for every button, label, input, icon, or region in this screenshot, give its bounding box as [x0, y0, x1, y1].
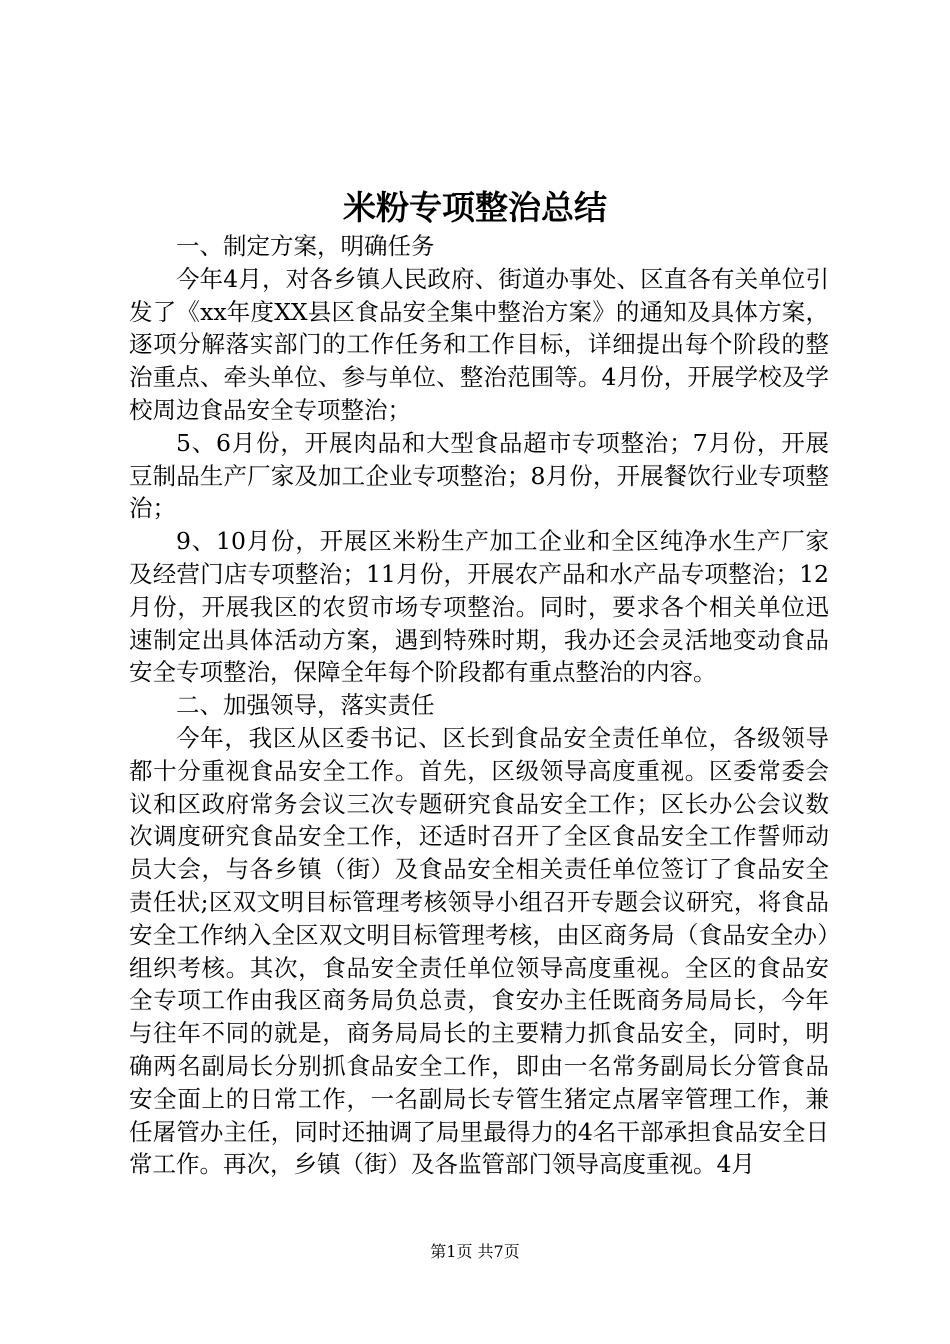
section-heading: 一、制定方案，明确任务	[176, 232, 435, 260]
paragraph: 9、10月份，开展区米粉生产加工企业和全区纯净水生产厂家及经营门店专项整治；11月份，开展农产品和水产品专项整治；12月份，开展我区的农贸市场专项整治。同时，要求各个相关单位迅速制定出具体活动方案，遇到特殊时期，我办还会灵活地变动食品安全专项整治，保障全年每个阶段都有重点整治的内容。	[129, 527, 829, 687]
document-body	[129, 230, 829, 1181]
paragraph: 今年4月，对各乡镇人民政府、街道办事处、区直各有关单位引发了《xx年度XX县区食品安全集中整治方案》的通知及具体方案，逐项分解落实部门的工作任务和工作目标，详细提出每个阶段的整治重点、牵头单位、参与单位、整治范围等。4月份，开展学校及学校周边食品安全专项整治；	[129, 264, 829, 424]
paragraph: 今年，我区从区委书记、区长到食品安全责任单位，各级领导都十分重视食品安全工作。首先，区级领导高度重视。区委常委会议和区政府常务会议三次专题研究食品安全工作；区长办公会议数次调度研究食品安全工作，还适时召开了全区食品安全工作誓师动员大会，与各乡镇（街）及食品安全相关责任单位签订了食品安全责任状;区双文明目标管理考核领导小组召开专题会议研究，将食品安全工作纳入全区双文明目标管理考核，由区商务局（食品安全办）组织考核。其次，食品安全责任单位领导高度重视。全区的食品安全专项工作由我区商务局负总责，食安办主任既商务局局长，今年与往年不同的就是，商务局局长的主要精力抓食品安全，同时，明确两名副局长分别抓食品安全工作，即由一名常务副局长分管食品安全面上的日常工作，一名副局长专管生猪定点屠宰管理工作，兼任屠管办主任，同时还抽调了局里最得力的4名干部承担食品安全日常工作。再次，乡镇（街）及各监管部门领导高度重视。4月	[129, 723, 829, 1179]
paragraph: 5、6月份，开展肉品和大型食品超市专项整治；7月份，开展豆制品生产厂家及加工企业专项整治；8月份，开展餐饮行业专项整治；	[129, 428, 829, 523]
section-heading: 二、加强领导，落实责任	[176, 691, 435, 720]
page-footer: 第1页 共7页	[430, 1242, 520, 1261]
page-title: 米粉专项整治总结	[343, 188, 607, 227]
